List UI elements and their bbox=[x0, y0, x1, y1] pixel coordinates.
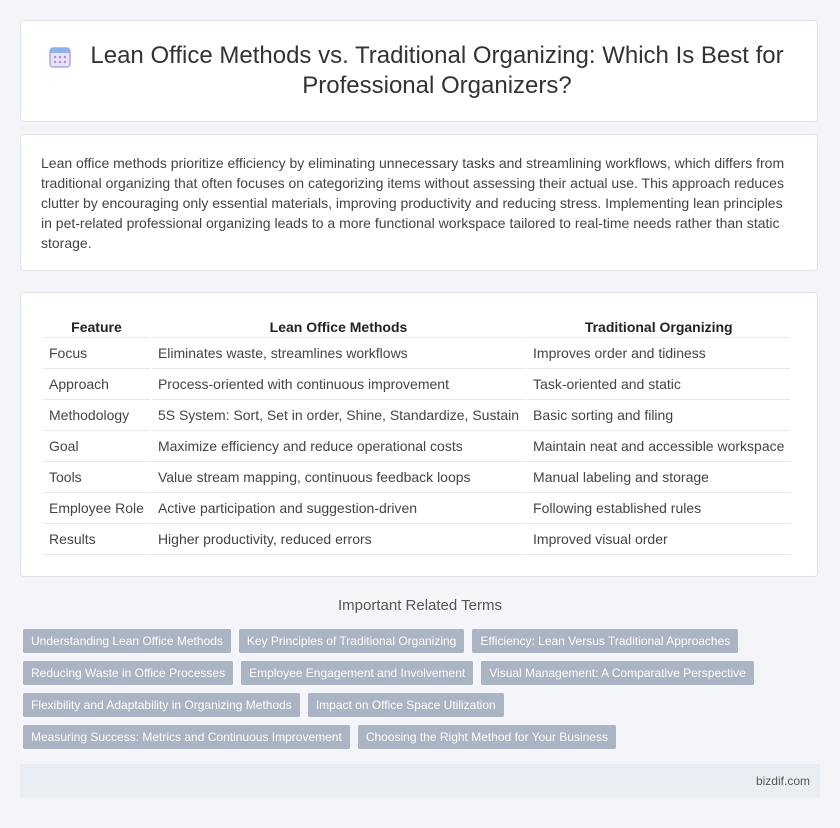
related-term-tag[interactable]: Understanding Lean Office Methods bbox=[23, 629, 231, 653]
traditional-cell: Manual labeling and storage bbox=[527, 462, 790, 493]
related-term-tag[interactable]: Flexibility and Adaptability in Organizing Methods bbox=[23, 693, 300, 717]
related-term-tag[interactable]: Key Principles of Traditional Organizing bbox=[239, 629, 464, 653]
related-term-tag[interactable]: Measuring Success: Metrics and Continuous Improvement bbox=[23, 725, 350, 749]
page-title: Lean Office Methods vs. Traditional Organizing: Which Is Best for Professional Organizers? bbox=[90, 42, 784, 99]
feature-cell: Goal bbox=[43, 431, 150, 462]
feature-cell: Employee Role bbox=[43, 493, 150, 524]
table-row bbox=[43, 493, 790, 524]
traditional-cell: Improved visual order bbox=[527, 524, 790, 555]
comparison-table bbox=[41, 315, 792, 555]
traditional-cell: Improves order and tidiness bbox=[527, 338, 790, 369]
traditional-cell: Basic sorting and filing bbox=[527, 400, 790, 431]
intro-paragraph: Lean office methods prioritize efficiency by eliminating unnecessary tasks and streamlining workflows, which differs from traditional organizing that often focuses on categorizing items without assessing their actual use. This approach reduces clutter by encouraging only essential materials, improving productivity and reducing stress. Implementing lean principles in pet-related professional organizing leads to a more functional workspace tailored to real-time needs rather than static storage. bbox=[41, 155, 785, 251]
footer bbox=[20, 764, 820, 798]
tag-row bbox=[23, 661, 803, 685]
calendar-icon bbox=[49, 46, 71, 68]
traditional-cell: Task-oriented and static bbox=[527, 369, 790, 400]
lean-cell: Maximize efficiency and reduce operational costs bbox=[152, 431, 525, 462]
traditional-cell: Maintain neat and accessible workspace bbox=[527, 431, 790, 462]
comparison-card bbox=[20, 292, 818, 577]
related-term-tag[interactable]: Efficiency: Lean Versus Traditional Approaches bbox=[472, 629, 738, 653]
tag-row bbox=[23, 629, 803, 653]
header-traditional: Traditional Organizing bbox=[527, 315, 790, 338]
title-card bbox=[20, 20, 818, 122]
related-terms-list bbox=[23, 629, 803, 757]
feature-cell: Approach bbox=[43, 369, 150, 400]
lean-cell: Higher productivity, reduced errors bbox=[152, 524, 525, 555]
lean-cell: Active participation and suggestion-driven bbox=[152, 493, 525, 524]
header-lean: Lean Office Methods bbox=[152, 315, 525, 338]
traditional-cell: Following established rules bbox=[527, 493, 790, 524]
feature-cell: Results bbox=[43, 524, 150, 555]
table-row bbox=[43, 431, 790, 462]
feature-cell: Focus bbox=[43, 338, 150, 369]
header-feature: Feature bbox=[43, 315, 150, 338]
title-wrap bbox=[49, 41, 789, 101]
lean-cell: Process-oriented with continuous improvement bbox=[152, 369, 525, 400]
related-term-tag[interactable]: Reducing Waste in Office Processes bbox=[23, 661, 233, 685]
feature-cell: Methodology bbox=[43, 400, 150, 431]
feature-cell: Tools bbox=[43, 462, 150, 493]
related-term-tag[interactable]: Choosing the Right Method for Your Business bbox=[358, 725, 616, 749]
related-terms-title: Important Related Terms bbox=[338, 597, 502, 614]
lean-cell: Value stream mapping, continuous feedback loops bbox=[152, 462, 525, 493]
lean-cell: 5S System: Sort, Set in order, Shine, Standardize, Sustain bbox=[152, 400, 525, 431]
table-row bbox=[43, 524, 790, 555]
footer-site-link[interactable]: bizdif.com bbox=[755, 774, 810, 788]
lean-cell: Eliminates waste, streamlines workflows bbox=[152, 338, 525, 369]
tag-row bbox=[23, 725, 803, 749]
table-row bbox=[43, 338, 790, 369]
table-row bbox=[43, 369, 790, 400]
table-header-row bbox=[43, 315, 790, 338]
intro-card bbox=[20, 134, 818, 271]
table-row bbox=[43, 400, 790, 431]
related-term-tag[interactable]: Employee Engagement and Involvement bbox=[241, 661, 473, 685]
tag-row bbox=[23, 693, 803, 717]
related-term-tag[interactable]: Visual Management: A Comparative Perspective bbox=[481, 661, 754, 685]
table-row bbox=[43, 462, 790, 493]
related-term-tag[interactable]: Impact on Office Space Utilization bbox=[308, 693, 504, 717]
